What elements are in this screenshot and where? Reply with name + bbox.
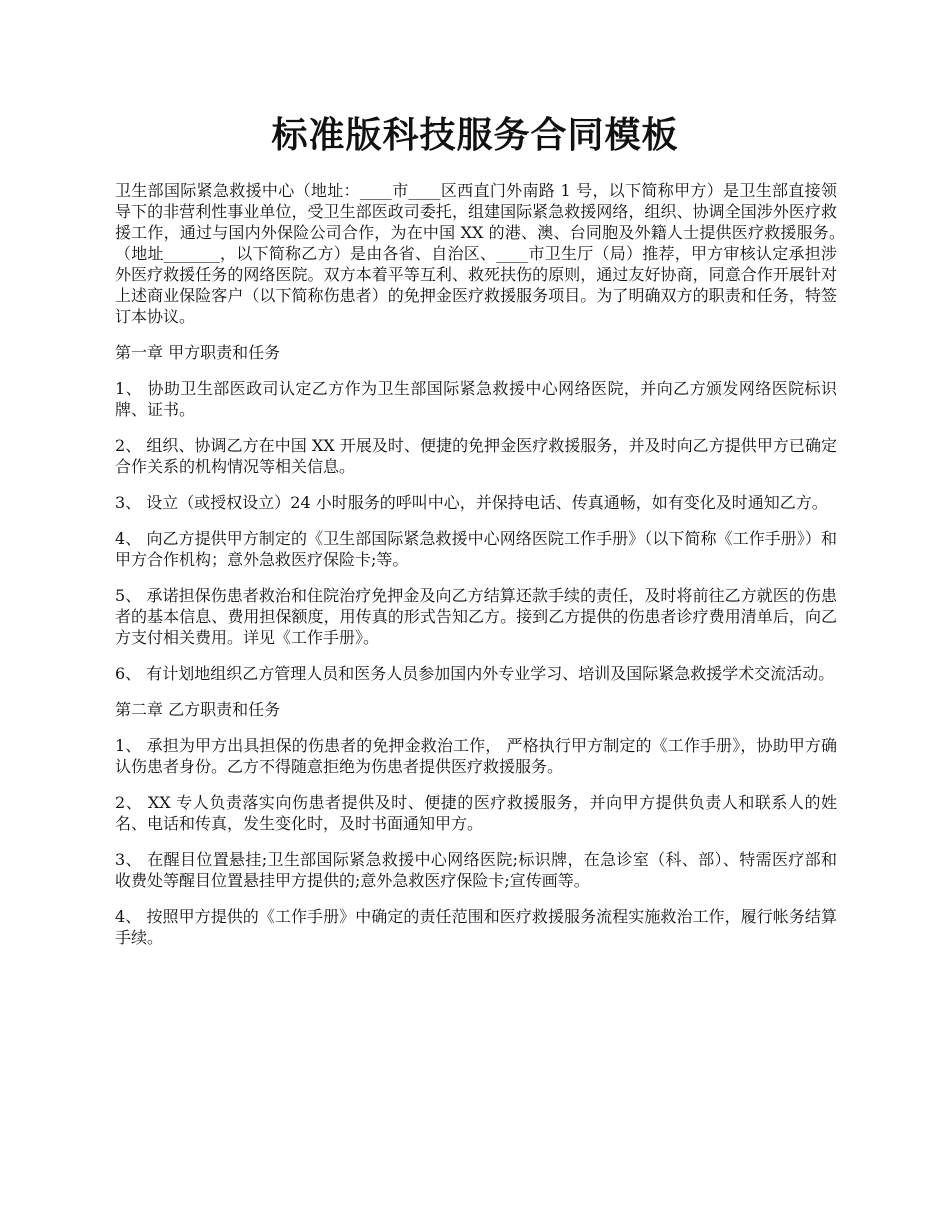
chapter-2-item-2: 2、 XX 专人负责落实向伤患者提供及时、便捷的医疗救援服务，并向甲方提供负责人和联系人的姓名、电话和传真，发生变化时，及时书面通知甲方。 (115, 793, 837, 833)
chapter-1-item-3: 3、 设立（或授权设立）24 小时服务的呼叫中心，并保持电话、传真通畅，如有变化及时通知乙方。 (115, 493, 828, 512)
chapter-1-item-5: 5、 承诺担保伤患者救治和住院治疗免押金及向乙方结算还款手续的责任，及时将前往乙方就医的伤患者的基本信息、费用担保额度，用传真的形式告知乙方。接到乙方提供的伤患者诊疗费用清单后，向乙方支付相关费用。详见《工作手册》。 (115, 586, 837, 647)
chapter-1-item-6: 6、 有计划地组织乙方管理人员和医务人员参加国内外专业学习、培训及国际紧急救援学术交流活动。 (115, 664, 835, 683)
chapter-1-item-1: 1、 协助卫生部医政司认定乙方作为卫生部国际紧急救援中心网络医院，并向乙方颁发网络医院标识牌、证书。 (115, 379, 837, 419)
intro-paragraph: 卫生部国际紧急救援中心（地址：____市____区西直门外南路 1 号，以下简称甲方）是卫生部直接领导下的非营利性事业单位，受卫生部医政司委托，组建国际紧急救援网络，组织、协调全国涉外医疗救援工作，通过与国内外保险公司合作，为在中国 XX 的港、澳、台同胞及外籍人士提供医疗救援服务。 （地址_______，以下简称乙方）是由各省、自治区、____市卫生厅（局）推荐，甲方审核认定承担涉外医疗救援任务的网络医院。双方本着平等互利、救死扶伤的原则，通过友好协商，同意合作开展针对上述商业保险客户（以下简称伤患者）的免押金医疗救援服务项目。为了明确双方的职责和任务，特签订本协议。 (115, 181, 870, 326)
chapter-1-heading: 第一章 甲方职责和任务 (115, 343, 281, 362)
chapter-2-item-4: 4、 按照甲方提供的《工作手册》中确定的责任范围和医疗救援服务流程实施救治工作，履行帐务结算手续。 (115, 907, 837, 947)
document-title: 标准版科技服务合同模板 (271, 114, 679, 156)
chapter-2-item-1: 1、 承担为甲方出具担保的伤患者的免押金救治工作， 严格执行甲方制定的《工作手册》，协助甲方确认伤患者身份。乙方不得随意拒绝为伤患者提供医疗救援服务。 (115, 736, 837, 776)
chapter-2-item-3: 3、 在醒目位置悬挂;卫生部国际紧急救援中心网络医院;标识牌，在急诊室（科、部）、特需医疗部和收费处等醒目位置悬挂甲方提供的;意外急救医疗保险卡;宣传画等。 (115, 850, 837, 890)
chapter-1-item-4: 4、 向乙方提供甲方制定的《卫生部国际紧急救援中心网络医院工作手册》（以下简称《工作手册》）和甲方合作机构；意外急救医疗保险卡;等。 (115, 529, 837, 569)
document-body (115, 180, 870, 963)
chapter-2-heading: 第二章 乙方职责和任务 (115, 700, 281, 719)
chapter-1-item-2: 2、 组织、协调乙方在中国 XX 开展及时、便捷的免押金医疗救援服务，并及时向乙方提供甲方已确定合作关系的机构情况等相关信息。 (115, 436, 837, 476)
